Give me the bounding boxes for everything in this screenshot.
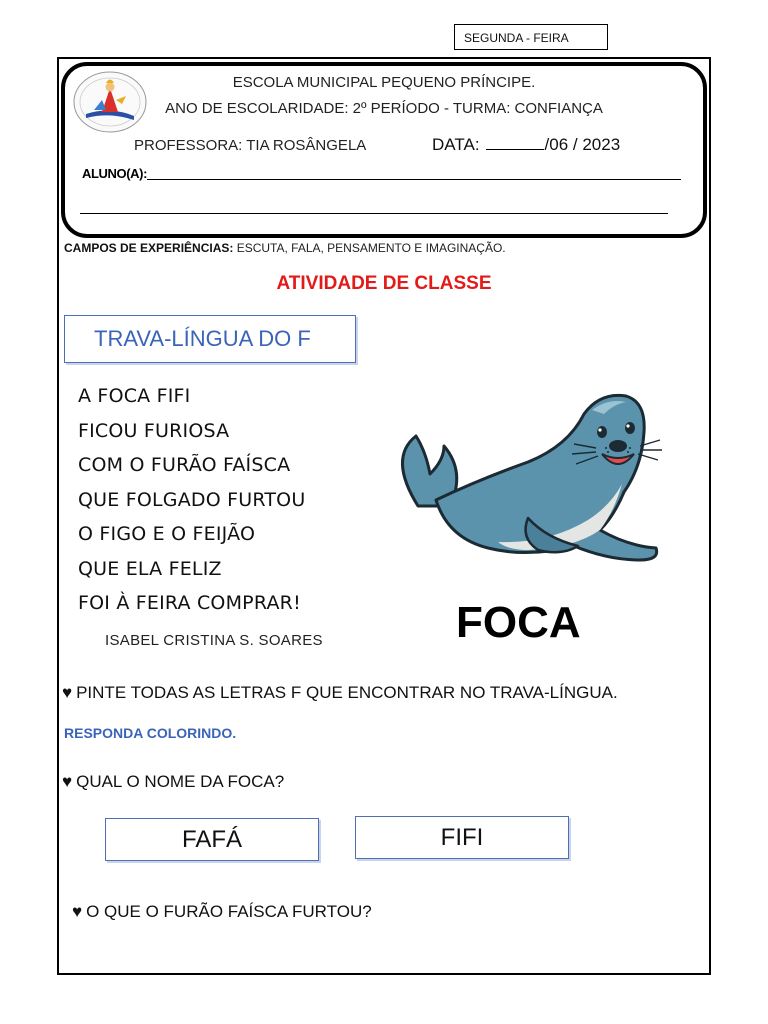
date-label: DATA: bbox=[432, 135, 480, 154]
experience-label: CAMPOS DE EXPERIÊNCIAS: bbox=[64, 241, 234, 255]
date-field[interactable] bbox=[432, 135, 620, 155]
heart-icon: ♥ bbox=[62, 683, 73, 702]
date-blank[interactable] bbox=[486, 135, 544, 150]
seal-label: FOCA bbox=[456, 598, 581, 647]
paint-instruction-text: PINTE TODAS AS LETRAS F QUE ENCONTRAR NO TRAVA-LÍNGUA. bbox=[76, 683, 618, 702]
tongue-twister-title: TRAVA-LÍNGUA DO F bbox=[64, 315, 356, 363]
student-name-line-2[interactable] bbox=[80, 213, 668, 214]
poem-line: O FIGO E O FEIJÃO bbox=[78, 523, 256, 545]
date-month-year: /06 / 2023 bbox=[544, 135, 621, 154]
tongue-twister-poem bbox=[78, 379, 305, 621]
experience-text: ESCUTA, FALA, PENSAMENTO E IMAGINAÇÃO. bbox=[233, 241, 506, 255]
heart-icon: ♥ bbox=[72, 902, 83, 921]
answer-option-fifi[interactable]: FIFI bbox=[355, 816, 569, 859]
poem-line: QUE FOLGADO FURTOU bbox=[78, 488, 306, 511]
answer-option-fafa[interactable]: FAFÁ bbox=[105, 818, 319, 861]
question-seal-name-text: QUAL O NOME DA FOCA? bbox=[76, 772, 285, 791]
paint-instruction bbox=[62, 683, 618, 703]
poem-line: QUE ELA FELIZ bbox=[78, 557, 222, 580]
teacher-name: PROFESSORA: TIA ROSÂNGELA bbox=[134, 137, 367, 154]
answer-hint: RESPONDA COLORINDO. bbox=[64, 725, 237, 741]
poem-line: COM O FURÃO FAÍSCA bbox=[78, 454, 291, 476]
poem-line: FICOU FURIOSA bbox=[78, 419, 230, 442]
weekday-box: SEGUNDA - FEIRA bbox=[454, 24, 608, 50]
heart-icon: ♥ bbox=[62, 772, 73, 791]
student-name-line[interactable] bbox=[147, 179, 681, 180]
poem-line: FOI À FEIRA COMPRAR! bbox=[78, 592, 301, 614]
seal-icon bbox=[378, 388, 668, 568]
student-label: ALUNO(A): bbox=[82, 166, 147, 181]
grade-class-line: ANO DE ESCOLARIDADE: 2º PERÍODO - TURMA: CONFIANÇA bbox=[165, 100, 603, 117]
question-ferret-stole bbox=[72, 902, 372, 922]
poem-author: ISABEL CRISTINA S. SOARES bbox=[105, 632, 323, 649]
question-seal-name bbox=[62, 772, 284, 792]
school-name: ESCOLA MUNICIPAL PEQUENO PRÍNCIPE. bbox=[232, 74, 536, 91]
question-ferret-stole-text: O QUE O FURÃO FAÍSCA FURTOU? bbox=[86, 902, 372, 921]
activity-title: ATIVIDADE DE CLASSE bbox=[276, 273, 492, 294]
poem-line: A FOCA FIFI bbox=[78, 385, 191, 407]
experience-fields bbox=[64, 241, 506, 255]
